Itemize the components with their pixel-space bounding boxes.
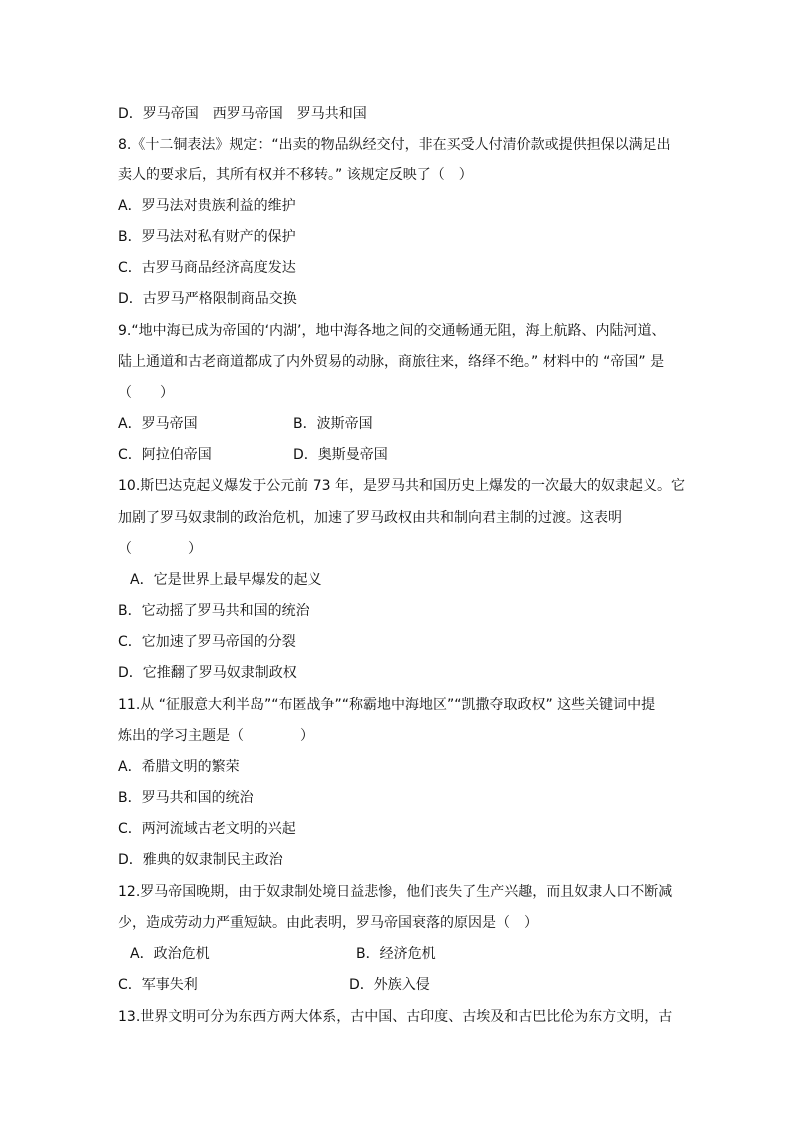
q12-option-a: A．政治危机 (130, 946, 210, 962)
q13-stem-line-1: 13.世界文明可分为东西方两大体系，古中国、古印度、古埃及和古巴比伦为东方文明，古 (118, 1009, 673, 1025)
q11-option-d: D．雅典的奴隶制民主政治 (118, 852, 283, 868)
q10-option-d: D．它推翻了罗马奴隶制政权 (118, 665, 297, 681)
q10-option-a: A．它是世界上最早爆发的起义 (130, 572, 322, 588)
q9-stem-line-1: 9.“地中海已成为帝国的‘内湖’，地中海各地之间的交通畅通无阻，海上航路、内陆河道、 (118, 323, 666, 339)
q8-stem-line-1: 8.《十二铜表法》规定：“出卖的物品纵经交付，非在买受人付清价款或提供担保以满足出 (118, 137, 671, 153)
q8-option-b: B．罗马法对私有财产的保护 (118, 229, 296, 245)
q12-option-d: D．外族入侵 (349, 977, 430, 993)
q12-option-c: C．军事失利 (118, 977, 198, 993)
q10-stem-line-2: 加剧了罗马奴隶制的政治危机，加速了罗马政权由共和制向君主制的过渡。这表明 (118, 510, 622, 526)
q9-option-c: C．阿拉伯帝国 (118, 447, 212, 463)
q11-stem-line-2: 炼出的学习主题是（ ） (118, 728, 314, 744)
q9-stem-line-3: （ ） (118, 385, 174, 401)
q10-option-c: C．它加速了罗马帝国的分裂 (118, 634, 296, 650)
q9-option-d: D．奥斯曼帝国 (293, 447, 388, 463)
q11-option-c: C．两河流域古老文明的兴起 (118, 821, 296, 837)
q12-stem-line-2: 少，造成劳动力严重短缺。由此表明，罗马帝国衰落的原因是（ ） (118, 915, 538, 931)
q8-option-d: D．古罗马严格限制商品交换 (118, 291, 297, 307)
q8-stem-line-2: 卖人的要求后，其所有权并不移转。” 该规定反映了（ ） (118, 167, 473, 183)
q9-stem-line-2: 陆上通道和古老商道都成了内外贸易的动脉，商旅往来，络绎不绝。” 材料中的 “帝国” 是 (118, 354, 665, 370)
q11-option-a: A．希腊文明的繁荣 (118, 759, 240, 775)
q11-option-b: B．罗马共和国的统治 (118, 790, 254, 806)
q12-stem-line-1: 12.罗马帝国晚期，由于奴隶制处境日益悲惨，他们丧失了生产兴趣，而且奴隶人口不断减 (118, 884, 673, 900)
q8-option-c: C．古罗马商品经济高度发达 (118, 260, 296, 276)
q11-stem-line-1: 11.从 “征服意大利半岛”“布匿战争”“称霸地中海地区”“凯撒夺取政权” 这些关键词中提 (118, 697, 656, 713)
q9-option-b: B．波斯帝国 (293, 416, 373, 432)
q10-stem-line-3: （ ） (118, 541, 202, 557)
q10-stem-line-1: 10.斯巴达克起义爆发于公元前 73 年，是罗马共和国历史上爆发的一次最大的奴隶起义。它 (118, 478, 685, 494)
q7-option-d: D．罗马帝国 西罗马帝国 罗马共和国 (118, 106, 367, 122)
q12-option-b: B．经济危机 (356, 946, 436, 962)
q10-option-b: B．它动摇了罗马共和国的统治 (118, 603, 310, 619)
q9-option-a: A．罗马帝国 (118, 416, 198, 432)
q8-option-a: A．罗马法对贵族利益的维护 (118, 198, 296, 214)
